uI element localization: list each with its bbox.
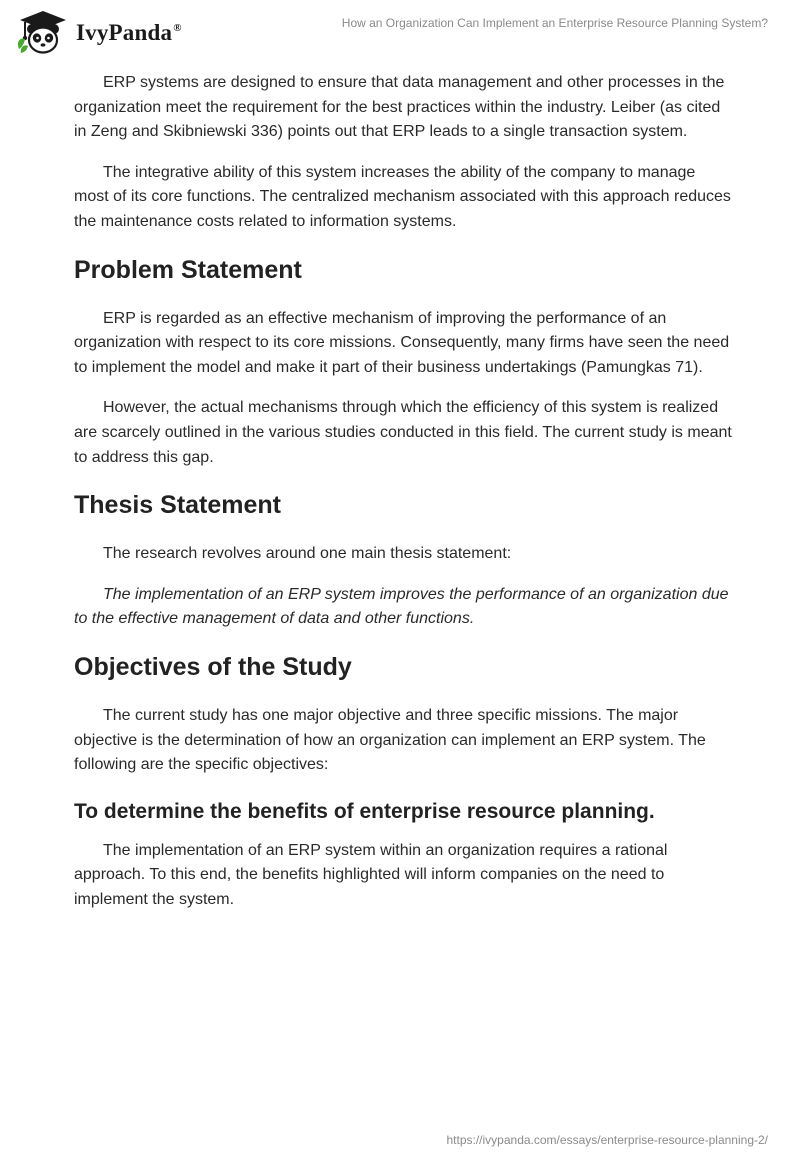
document-title: How an Organization Can Implement an Enterprise Resource Planning System? xyxy=(341,16,768,30)
problem-paragraph-2: However, the actual mechanisms through which the efficiency of this system is realized are scarcely outlined in the various studies conducted in this field. The current study is meant to address this gap. xyxy=(74,399,732,466)
thesis-statement-heading: Thesis Statement xyxy=(74,491,282,520)
thesis-lead: The research revolves around one main thesis statement: xyxy=(103,545,512,563)
logo-text: IvyPanda xyxy=(76,20,173,45)
logo-wordmark xyxy=(76,20,182,46)
source-url[interactable]: https://ivypanda.com/essays/enterprise-resource-planning-2/ xyxy=(446,1133,768,1147)
intro-paragraph-1: ERP systems are designed to ensure that data management and other processes in the organization meet the requirement for the best practices within the industry. Leiber (as cited in Zeng and Skibniewski 336) points out that ERP leads to a single transaction system. xyxy=(74,74,725,141)
panda-logo-icon xyxy=(16,9,70,55)
problem-statement-heading: Problem Statement xyxy=(74,255,302,284)
intro-paragraph-2: The integrative ability of this system increases the ability of the company to manage most of its core functions. The centralized mechanism associated with this approach reduces the maintenance costs related to information systems. xyxy=(74,163,731,230)
page-header xyxy=(0,0,800,60)
objectives-subheading: To determine the benefits of enterprise resource planning. xyxy=(74,799,655,823)
ivypanda-logo[interactable] xyxy=(16,9,182,55)
objectives-heading: Objectives of the Study xyxy=(74,652,352,681)
objectives-sub-paragraph: The implementation of an ERP system within an organization requires a rational approach. To this end, the benefits highlighted will inform companies on the need to implement the system. xyxy=(74,841,668,908)
objectives-paragraph: The current study has one major objective and three specific missions. The major objective is the determination of how an organization can implement an ERP system. The following are the specific objectives: xyxy=(74,706,706,774)
essay-content xyxy=(74,71,734,928)
problem-paragraph-1: ERP is regarded as an effective mechanism of improving the performance of an organization with respect to its core missions. Consequently, many firms have seen the need to implement the model and make it part of their business undertakings (Pamungkas 71). xyxy=(74,309,730,376)
logo-registered-mark: ® xyxy=(173,22,182,35)
thesis-statement-text: The implementation of an ERP system improves the performance of an organization due to the effective management of data and other functions. xyxy=(74,585,729,628)
